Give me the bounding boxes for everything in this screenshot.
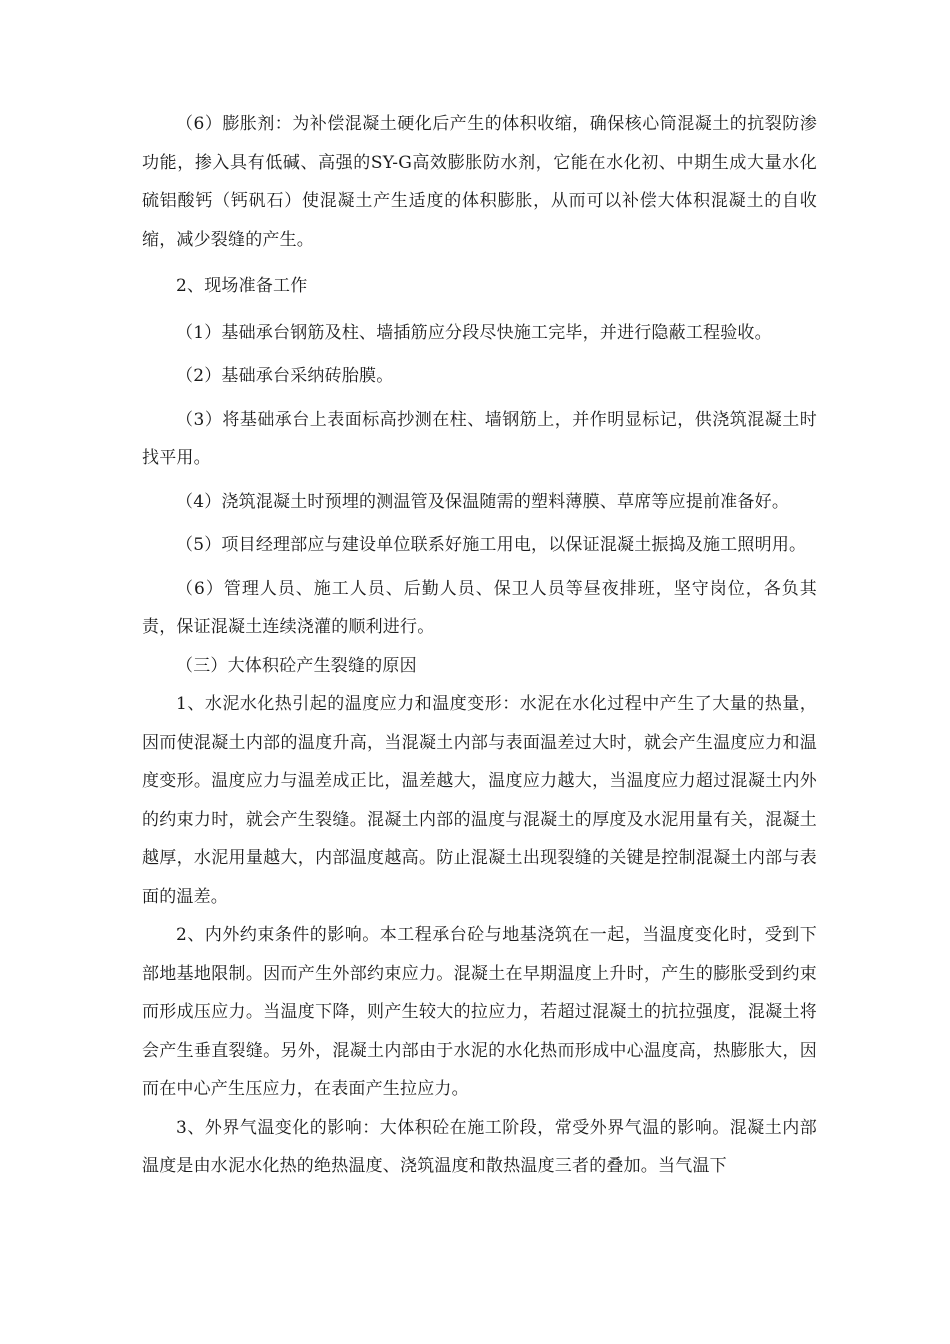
paragraph-prep-3: （3）将基础承台上表面标高抄测在柱、墙钢筋上，并作明显标记，供浇筑混凝土时找平用。 xyxy=(142,409,817,468)
paragraph-prep-1: （1）基础承台钢筋及柱、墙插筋应分段尽快施工完毕，并进行隐蔽工程验收。 xyxy=(176,322,772,343)
paragraph-prep-4: （4）浇筑混凝土时预埋的测温管及保温随需的塑料薄膜、草席等应提前准备好。 xyxy=(176,491,790,512)
paragraph-cause-3: 3、外界气温变化的影响：大体积砼在施工阶段，常受外界气温的影响。混凝土内部温度是由水泥水化热的绝热温度、浇筑温度和散热温度三者的叠加。当气温下 xyxy=(142,1117,817,1176)
paragraph-prep-2: （2）基础承台采纳砖胎膜。 xyxy=(176,366,394,386)
heading-site-preparation: 2、现场准备工作 xyxy=(176,276,308,296)
paragraph-expansion-agent: （6）膨胀剂：为补偿混凝土硬化后产生的体积收缩，确保核心筒混凝土的抗裂防渗功能，掺入具有低碱、高强的SY-G高效膨胀防水剂，它能在水化初、中期生成大量水化硫铝酸钙（钙矾石）使混凝土产生适度的体积膨胀，从而可以补偿大体积混凝土的自收缩，减少裂缝的产生。 xyxy=(142,114,817,250)
document-body xyxy=(142,105,817,1186)
paragraph-cause-2: 2、内外约束条件的影响。本工程承台砼与地基浇筑在一起，当温度变化时，受到下部地基地限制。因而产生外部约束应力。混凝土在早期温度上升时，产生的膨胀受到约束而形成压应力。当温度下降，则产生较大的拉应力，若超过混凝土的抗拉强度，混凝土将会产生垂直裂缝。另外，混凝土内部由于水泥的水化热而形成中心温度高，热膨胀大，因而在中心产生压应力，在表面产生拉应力。 xyxy=(142,925,817,1099)
paragraph-prep-5: （5）项目经理部应与建设单位联系好施工用电，以保证混凝土振捣及施工照明用。 xyxy=(176,535,807,555)
paragraph-cause-1: 1、水泥水化热引起的温度应力和温度变形：水泥在水化过程中产生了大量的热量，因而使混凝土内部的温度升高，当混凝土内部与表面温差过大时，就会产生温度应力和温度变形。温度应力与温差成正比，温差越大，温度应力越大，当温度应力超过混凝土内外的约束力时，就会产生裂缝。混凝土内部的温度与混凝土的厚度及水泥用量有关，混凝土越厚，水泥用量越大，内部温度越高。防止混凝土出现裂缝的关键是控制混凝土内部与表面的温差。 xyxy=(142,694,817,907)
paragraph-prep-6: （6）管理人员、施工人员、后勤人员、保卫人员等昼夜排班，坚守岗位，各负其责，保证混凝土连续浇灌的顺利进行。 xyxy=(142,578,817,637)
heading-crack-causes: （三）大体积砼产生裂缝的原因 xyxy=(176,655,417,676)
